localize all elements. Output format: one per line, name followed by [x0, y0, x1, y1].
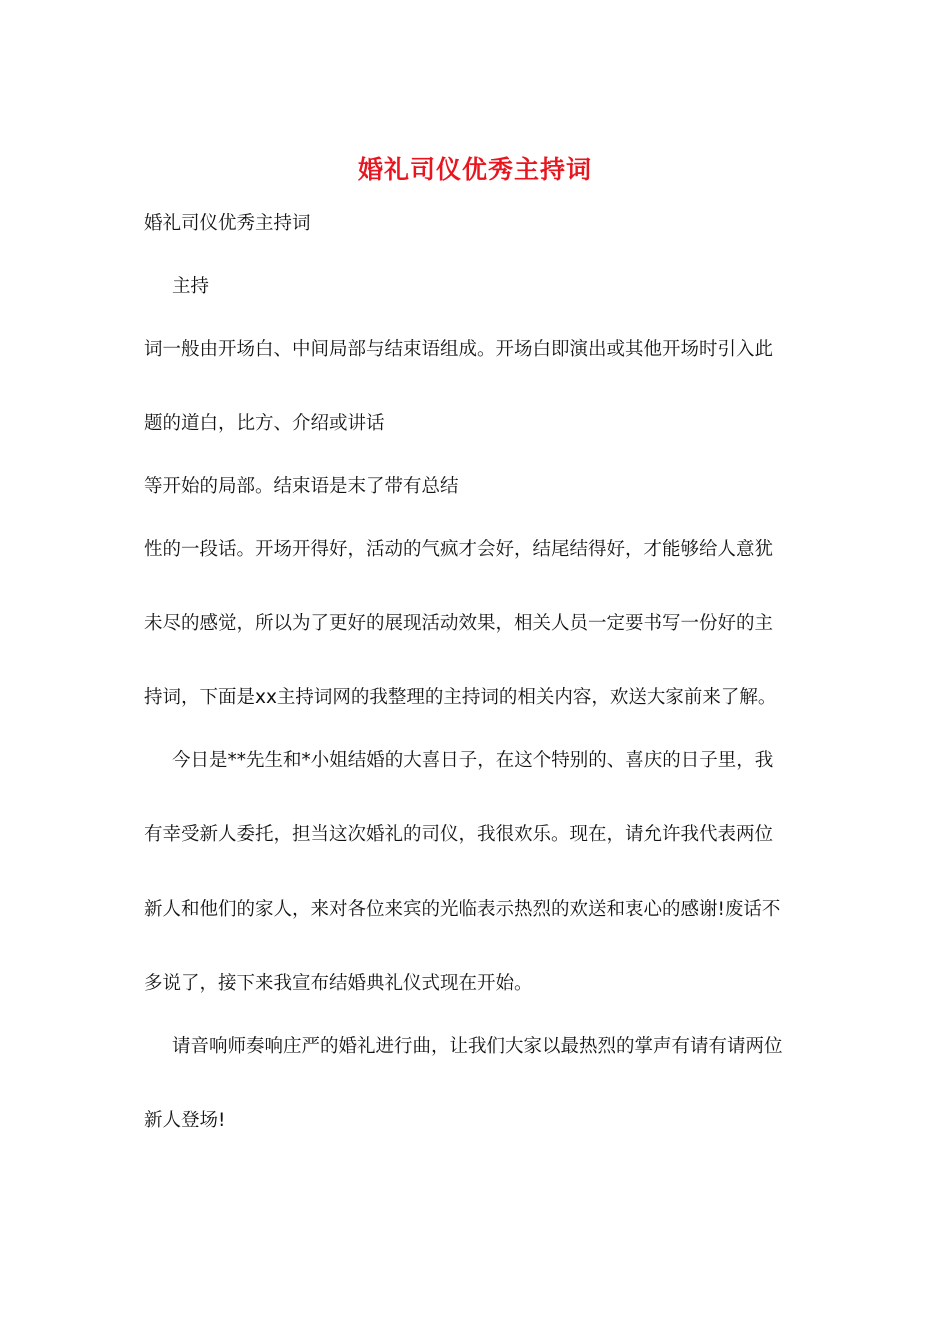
paragraph-line: 新人和他们的家人，来对各位来宾的光临表示热烈的欢送和衷心的感谢!废话不 — [144, 899, 781, 920]
paragraph-line: 等开始的局部。结束语是末了带有总结 — [144, 476, 459, 497]
paragraph-line: 有幸受新人委托，担当这次婚礼的司仪，我很欢乐。现在，请允许我代表两位 — [144, 824, 774, 845]
paragraph-line: 持词，下面是xx主持词网的我整理的主持词的相关内容，欢送大家前来了解。 — [144, 687, 777, 708]
paragraph-line: 请音响师奏响庄严的婚礼进行曲，让我们大家以最热烈的掌声有请有请两位 — [172, 1036, 783, 1057]
paragraph-line: 未尽的感觉，所以为了更好的展现活动效果，相关人员一定要书写一份好的主 — [144, 613, 774, 634]
paragraph-line: 新人登场! — [144, 1110, 226, 1131]
paragraph-line: 多说了，接下来我宣布结婚典礼仪式现在开始。 — [144, 973, 533, 994]
document-title: 婚礼司仪优秀主持词 — [357, 155, 592, 184]
paragraph-line: 今日是**先生和*小姐结婚的大喜日子，在这个特别的、喜庆的日子里，我 — [172, 750, 774, 771]
paragraph-line: 性的一段话。开场开得好，活动的气疯才会好，结尾结得好，才能够给人意犹 — [144, 539, 774, 560]
paragraph-line: 词一般由开场白、中间局部与结束语组成。开场白即演出或其他开场时引入此 — [144, 339, 774, 360]
subtitle-line: 婚礼司仪优秀主持词 — [144, 213, 311, 234]
paragraph-line: 主持 — [172, 276, 210, 297]
paragraph-line: 题的道白，比方、介绍或讲话 — [144, 413, 385, 434]
